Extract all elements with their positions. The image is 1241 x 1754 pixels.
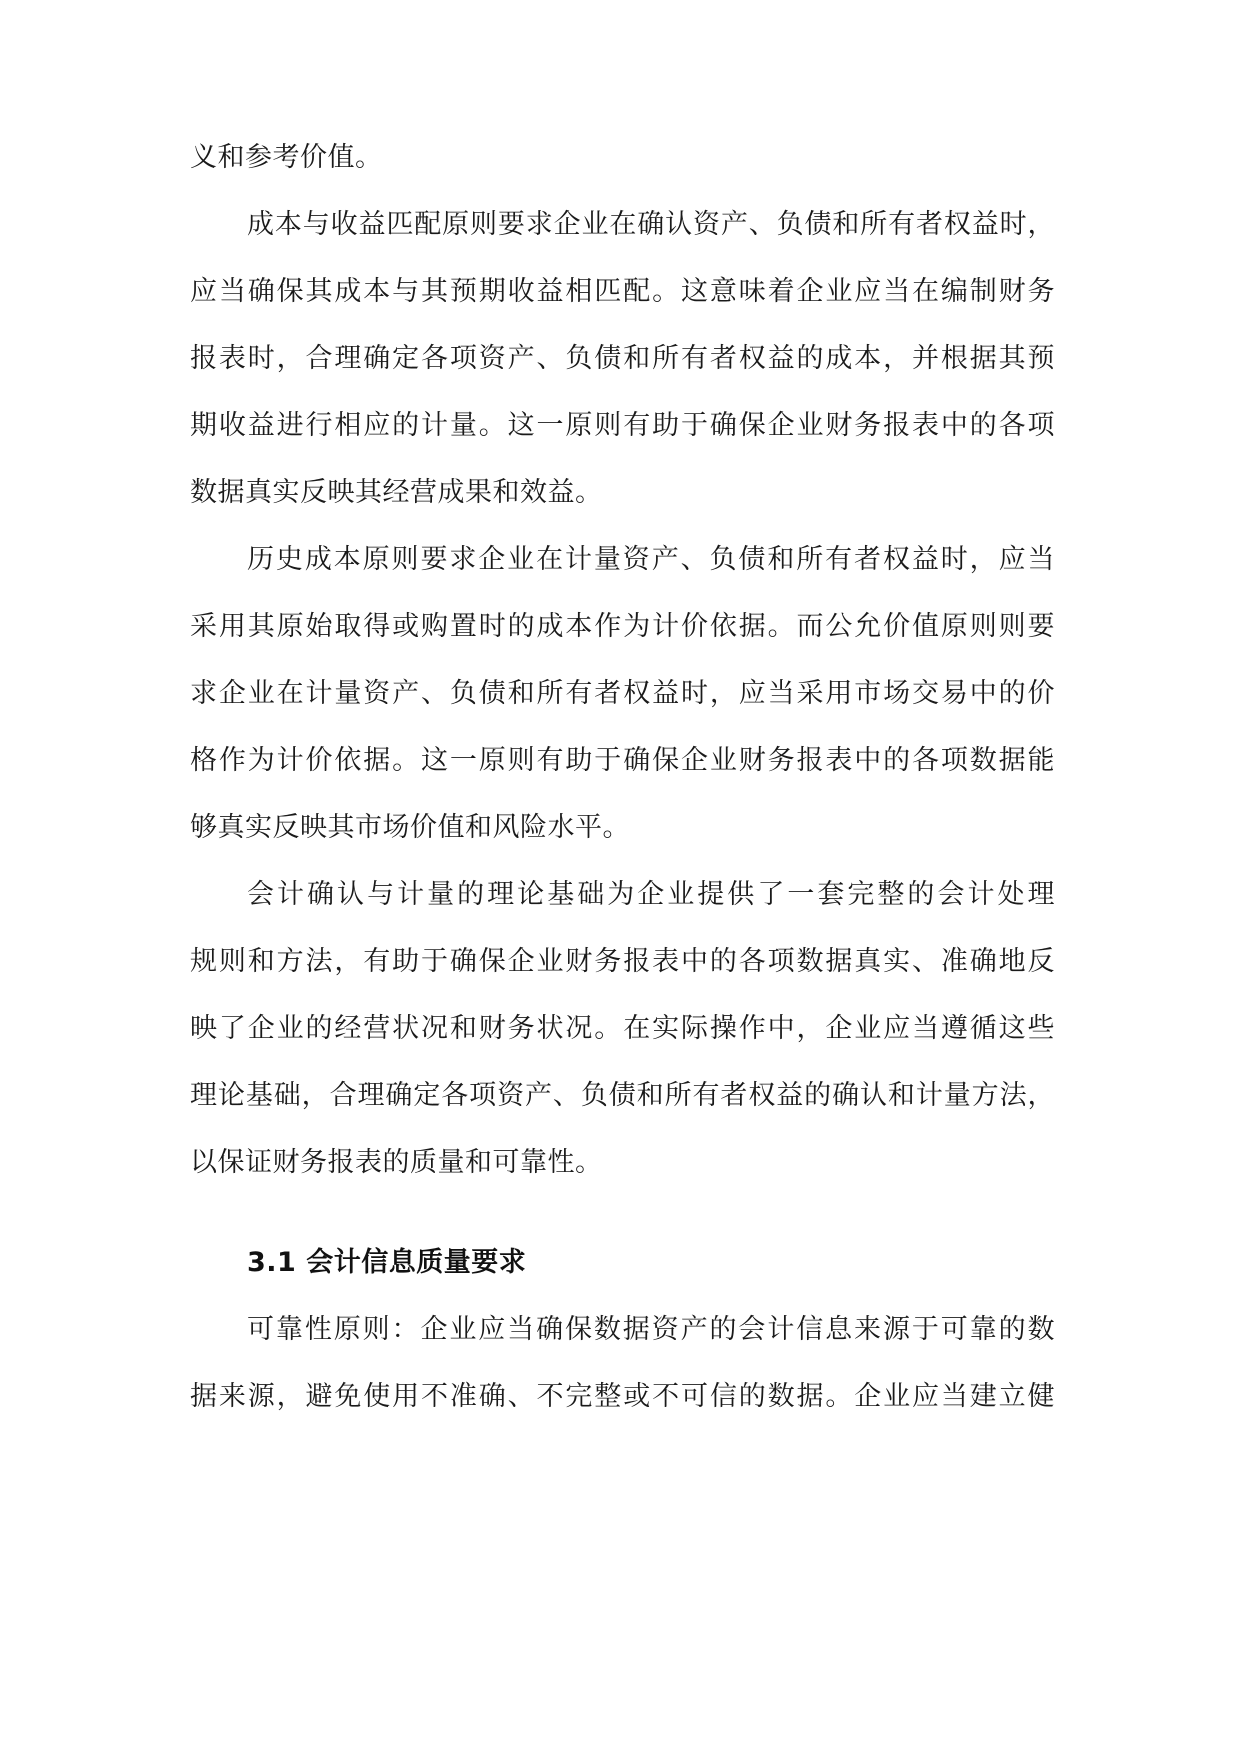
paragraph-line: 数据真实反映其经营成果和效益。 (190, 477, 603, 508)
paragraph-line: 够真实反映其市场价值和风险水平。 (190, 812, 630, 843)
paragraph-line: 采用其原始取得或购置时的成本作为计价依据。而公允价值原则则要 (190, 611, 1055, 642)
paragraph-line: 以保证财务报表的质量和可靠性。 (190, 1147, 603, 1178)
paragraph-line: 格作为计价依据。这一原则有助于确保企业财务报表中的各项数据能 (190, 745, 1055, 776)
paragraph-line: 会计确认与计量的理论基础为企业提供了一套完整的会计处理 (247, 879, 1055, 910)
section-heading: 3.1 会计信息质量要求 (247, 1247, 527, 1278)
paragraph-line: 成本与收益匹配原则要求企业在确认资产、负债和所有者权益时， (247, 209, 1055, 240)
paragraph-line: 应当确保其成本与其预期收益相匹配。这意味着企业应当在编制财务 (190, 276, 1055, 307)
paragraph-line: 据来源，避免使用不准确、不完整或不可信的数据。企业应当建立健 (190, 1381, 1055, 1412)
paragraph-line: 历史成本原则要求企业在计量资产、负债和所有者权益时，应当 (247, 544, 1055, 575)
paragraph-line: 报表时，合理确定各项资产、负债和所有者权益的成本，并根据其预 (190, 343, 1055, 374)
paragraph-line: 可靠性原则：企业应当确保数据资产的会计信息来源于可靠的数 (247, 1314, 1055, 1345)
paragraph-line: 求企业在计量资产、负债和所有者权益时，应当采用市场交易中的价 (190, 678, 1055, 709)
paragraph-line: 理论基础，合理确定各项资产、负债和所有者权益的确认和计量方法， (190, 1080, 1055, 1111)
paragraph-line: 规则和方法，有助于确保企业财务报表中的各项数据真实、准确地反 (190, 946, 1055, 977)
paragraph-line: 映了企业的经营状况和财务状况。在实际操作中，企业应当遵循这些 (190, 1013, 1055, 1044)
paragraph-line: 义和参考价值。 (190, 142, 383, 173)
paragraph-line: 期收益进行相应的计量。这一原则有助于确保企业财务报表中的各项 (190, 410, 1055, 441)
